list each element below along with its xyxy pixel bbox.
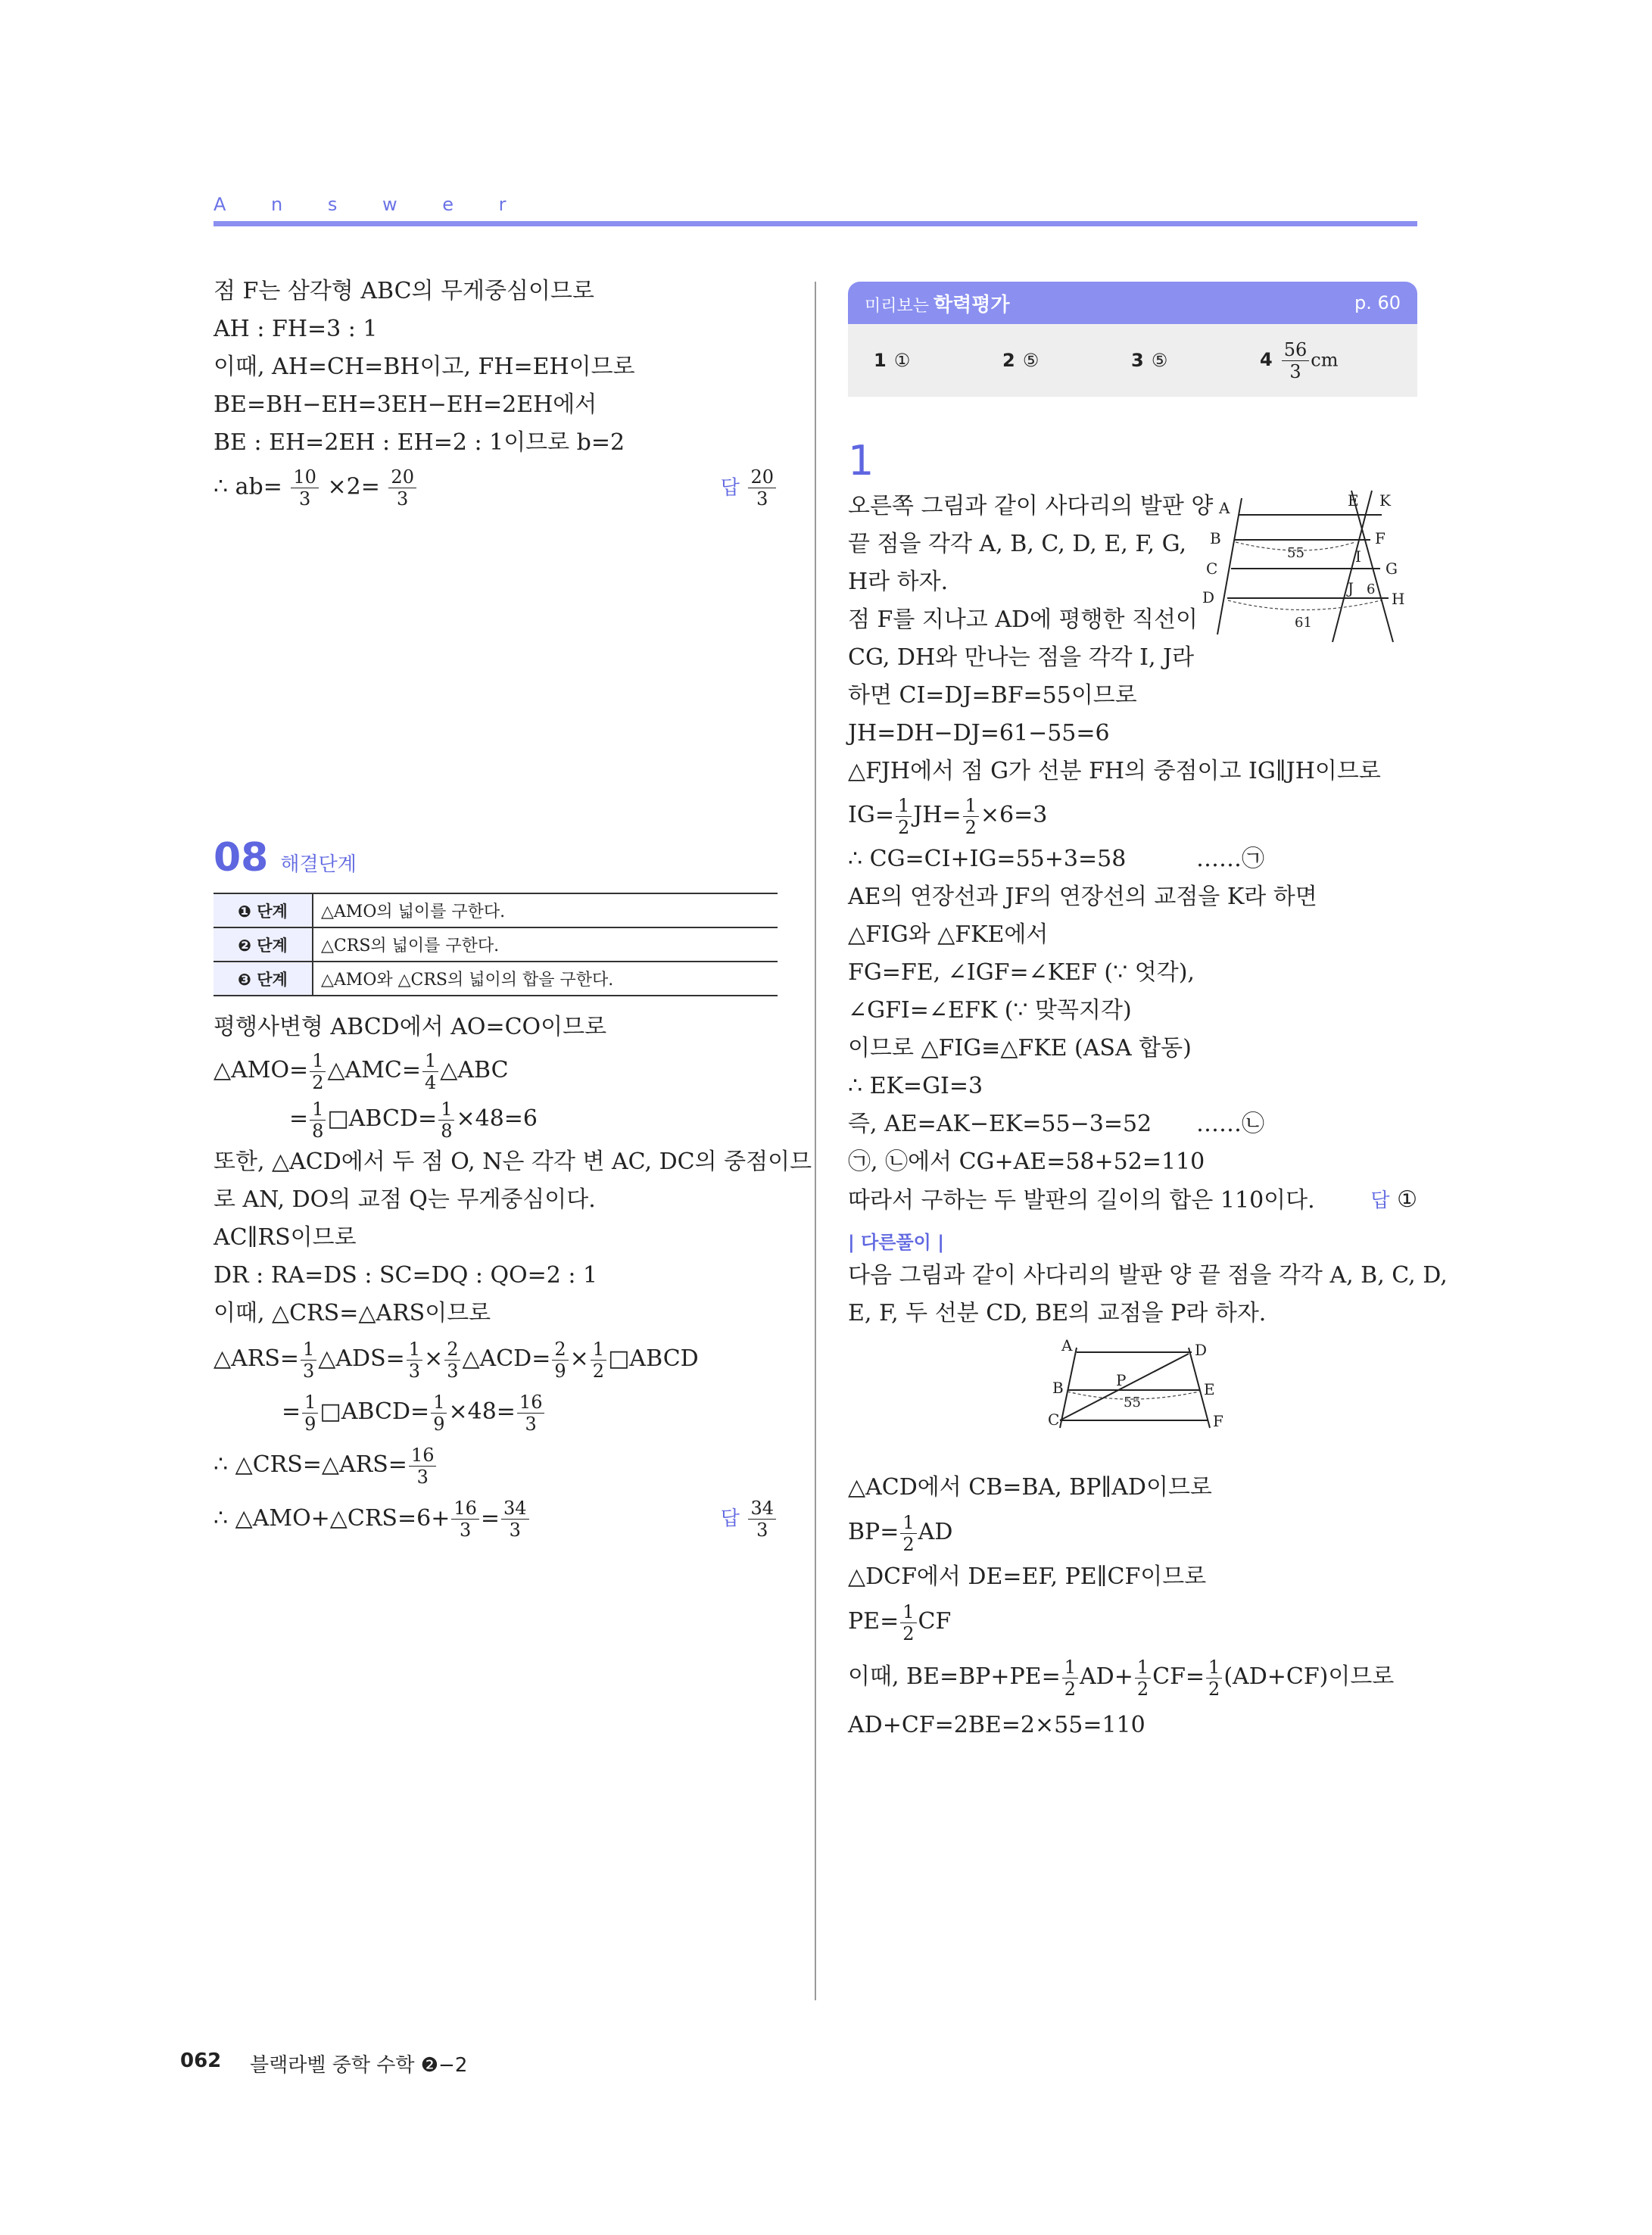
svg-text:C: C xyxy=(1048,1411,1060,1429)
text-line: ∴ EK=GI=3 xyxy=(848,1073,983,1099)
equation-line: = $\frac{1}{9}$ □ABCD= $\frac{1}{9}$ ×48= $\frac{16}{3}$ xyxy=(214,1386,778,1439)
svg-text:K: K xyxy=(1379,491,1391,510)
text-line: AC∥RS이므로 xyxy=(214,1224,357,1251)
text-line: BE=BH−EH=3EH−EH=2EH에서 xyxy=(214,391,597,418)
section-header-word: A n s w e r xyxy=(214,194,526,215)
text-line: △DCF에서 DE=EF, PE∥CF이므로 xyxy=(848,1563,1207,1590)
answer-mark xyxy=(721,466,778,510)
svg-text:F: F xyxy=(1375,529,1385,547)
answer-value: ① xyxy=(1397,1186,1417,1213)
text-line: △FJH에서 점 G가 선분 FH의 중점이고 IG∥JH이므로 xyxy=(848,758,1381,784)
text-line: 점 F는 삼각형 ABC의 무게중심이므로 xyxy=(214,278,594,304)
text-line: 로 AN, DO의 교점 Q는 무게중심이다. xyxy=(214,1186,596,1213)
equation-line: 이때, BE=BP+PE= $\frac{1}{2}$ AD+ $\frac{1}{2}$ CF= $\frac{1}{2}$ (AD+CF)이므로 xyxy=(848,1656,1395,1700)
text-line: 끝 점을 각각 A, B, C, D, E, F, G, xyxy=(848,531,1186,557)
figure-2-container xyxy=(848,1333,1417,1469)
svg-text:G: G xyxy=(1385,560,1398,578)
svg-text:D: D xyxy=(1195,1341,1208,1359)
text-line: FG=FE, ∠IGF=∠KEF (∵ 엇각), xyxy=(848,959,1195,986)
text-line: H라 하자. xyxy=(848,569,949,595)
equation-line: 즉, AE=AK−EK=55−3=52 ……㉡ xyxy=(848,1111,1264,1137)
svg-text:6: 6 xyxy=(1367,581,1376,597)
svg-text:D: D xyxy=(1202,588,1215,606)
preview-answer: 1 ① xyxy=(874,350,911,371)
answer-fraction: $\frac{20}{3}$ xyxy=(748,466,776,510)
problem-label: 해결단계 xyxy=(280,853,357,876)
text-line: CG, DH와 만나는 점을 각각 I, J라 xyxy=(848,644,1195,671)
problem-08-heading xyxy=(214,835,778,881)
text-line: ∠GFI=∠EFK (∵ 맞꼭지각) xyxy=(848,997,1132,1024)
text-line: AD+CF=2BE=2×55=110 xyxy=(848,1712,1145,1738)
text-line: 하면 CI=DJ=BF=55이므로 xyxy=(848,682,1137,709)
eq-text: ∴ ab= xyxy=(214,473,282,500)
text-line: AH : FH=3 : 1 xyxy=(214,316,378,342)
svg-text:F: F xyxy=(1213,1412,1223,1430)
left-column xyxy=(214,273,812,1545)
preview-title-small: 미리보는 xyxy=(865,296,930,316)
step-text: △AMO의 넓이를 구한다. xyxy=(313,893,778,927)
svg-text:B: B xyxy=(1052,1379,1064,1397)
text-line: 오른쪽 그림과 같이 사다리의 발판 양 xyxy=(848,493,1214,519)
preview-page: p. 60 xyxy=(1354,292,1401,313)
answer-fraction: $\frac{34}{3}$ xyxy=(748,1498,776,1541)
eq-text: ×2= xyxy=(327,473,380,500)
text-line: ㉠, ㉡에서 CG+AE=58+52=110 xyxy=(848,1149,1205,1175)
svg-text:E: E xyxy=(1204,1380,1215,1398)
svg-text:J: J xyxy=(1348,579,1354,597)
fraction: $\frac{10}{3}$ xyxy=(291,466,319,510)
step-text: △AMO와 △CRS의 넓이의 합을 구한다. xyxy=(313,962,778,996)
equation-line: IG= $\frac{1}{2}$ JH= $\frac{1}{2}$ ×6=3 xyxy=(848,794,1048,838)
text-line: 다음 그림과 같이 사다리의 발판 양 끝 점을 각각 A, B, C, D, xyxy=(848,1262,1448,1289)
equation-line: PE= $\frac{1}{2}$ CF xyxy=(848,1601,952,1644)
preview-answer: 3 ⑤ xyxy=(1131,350,1168,371)
answer-label: 답 xyxy=(1370,1189,1390,1212)
text-line: 이때, AH=CH=BH이고, FH=EH이므로 xyxy=(214,354,635,380)
text-line: E, F, 두 선분 CD, BE의 교점을 P라 하자. xyxy=(848,1300,1267,1326)
equation-line: BP= $\frac{1}{2}$ AD xyxy=(848,1511,953,1555)
svg-text:P: P xyxy=(1116,1371,1127,1389)
text-line: △FIG와 △FKE에서 xyxy=(848,921,1049,948)
text-line: BE : EH=2EH : EH=2 : 1이므로 b=2 xyxy=(214,429,625,456)
svg-text:A: A xyxy=(1061,1337,1073,1354)
equation-line xyxy=(214,466,778,510)
preview-box-header xyxy=(848,282,1417,324)
fraction: $\frac{20}{3}$ xyxy=(388,466,416,510)
preview-box-answers xyxy=(848,324,1417,397)
equation-line: △AMO= $\frac{1}{2}$ △AMC= $\frac{1}{4}$ △ABC xyxy=(214,1049,509,1093)
answer-label: 답 xyxy=(720,476,740,500)
svg-text:B: B xyxy=(1210,529,1221,547)
book-title: 블랙라벨 중학 수학 ❷−2 xyxy=(250,2054,468,2077)
equation-line: = $\frac{1}{8}$ □ABCD= $\frac{1}{8}$ ×48=6 xyxy=(289,1098,538,1142)
page-number: 062 xyxy=(180,2050,222,2072)
step-label: ❸ 단계 xyxy=(214,962,313,996)
header-rule xyxy=(214,221,1417,226)
text-line: △ACD에서 CB=BA, BP∥AD이므로 xyxy=(848,1474,1212,1501)
text-line: 이므로 △FIG≡△FKE (ASA 합동) xyxy=(848,1035,1192,1061)
table-row xyxy=(214,927,778,962)
answer-mark xyxy=(721,1492,778,1545)
preview-answer: 4 $\frac{56}{3}$ cm xyxy=(1260,338,1339,382)
ladder-figure-1 xyxy=(1196,483,1416,650)
svg-text:E: E xyxy=(1348,491,1359,510)
svg-text:55: 55 xyxy=(1124,1395,1141,1411)
alternative-solution-tag: | 다른풀이 | xyxy=(848,1232,944,1253)
column-divider xyxy=(815,282,816,2000)
solution-steps-table xyxy=(214,893,778,996)
text-line: 점 F를 지나고 AD에 평행한 직선이 xyxy=(848,606,1198,633)
answer-label: 답 xyxy=(720,1507,740,1530)
step-label: ❷ 단계 xyxy=(214,927,313,962)
problem-number: 1 xyxy=(848,437,874,485)
conclusion-line: 따라서 구하는 두 발판의 길이의 합은 110이다. 답 ① xyxy=(848,1186,1417,1214)
svg-text:C: C xyxy=(1206,560,1218,578)
table-row xyxy=(214,893,778,927)
svg-text:A: A xyxy=(1219,499,1230,517)
problem-number: 08 xyxy=(214,835,269,881)
step-label: ❶ 단계 xyxy=(214,893,313,927)
preview-answer: 2 ⑤ xyxy=(1002,350,1040,371)
text-line: 평행사변형 ABCD에서 AO=CO이므로 xyxy=(214,1014,607,1040)
svg-text:I: I xyxy=(1355,547,1361,566)
text-line: DR : RA=DS : SC=DQ : QO=2 : 1 xyxy=(214,1262,598,1289)
equation xyxy=(214,466,418,510)
equation-line: ∴ △CRS=△ARS= $\frac{16}{3}$ xyxy=(214,1439,778,1492)
ladder-figure-2 xyxy=(1037,1337,1264,1466)
table-row xyxy=(214,962,778,996)
svg-text:61: 61 xyxy=(1295,615,1312,631)
equation-line: ∴ CG=CI+IG=55+3=58 ……㉠ xyxy=(848,846,1264,872)
text-line: 또한, △ACD에서 두 점 O, N은 각각 변 AC, DC의 중점이므 xyxy=(214,1149,812,1175)
svg-text:55: 55 xyxy=(1287,545,1304,561)
preview-title: 학력평가 xyxy=(934,293,1010,316)
text-line: 이때, △CRS=△ARS이므로 xyxy=(214,1300,491,1326)
equation-line: △ARS= $\frac{1}{3}$ △ADS= $\frac{1}{3}$ × $\frac{2}{3}$ △ACD= $\frac{2}{9}$ × $\frac{1}{2}$ □ABCD xyxy=(214,1338,699,1382)
equation-line: ∴ △AMO+△CRS=6+ $\frac{16}{3}$ = $\frac{34}{3}$ 답 $\frac{34}{3}$ xyxy=(214,1492,778,1545)
step-text: △CRS의 넓이를 구한다. xyxy=(313,927,778,962)
right-column xyxy=(848,282,1448,1744)
text-line: AE의 연장선과 JF의 연장선의 교점을 K라 하면 xyxy=(848,884,1317,910)
text-line: JH=DH−DJ=61−55=6 xyxy=(848,720,1110,747)
svg-text:H: H xyxy=(1392,590,1405,608)
